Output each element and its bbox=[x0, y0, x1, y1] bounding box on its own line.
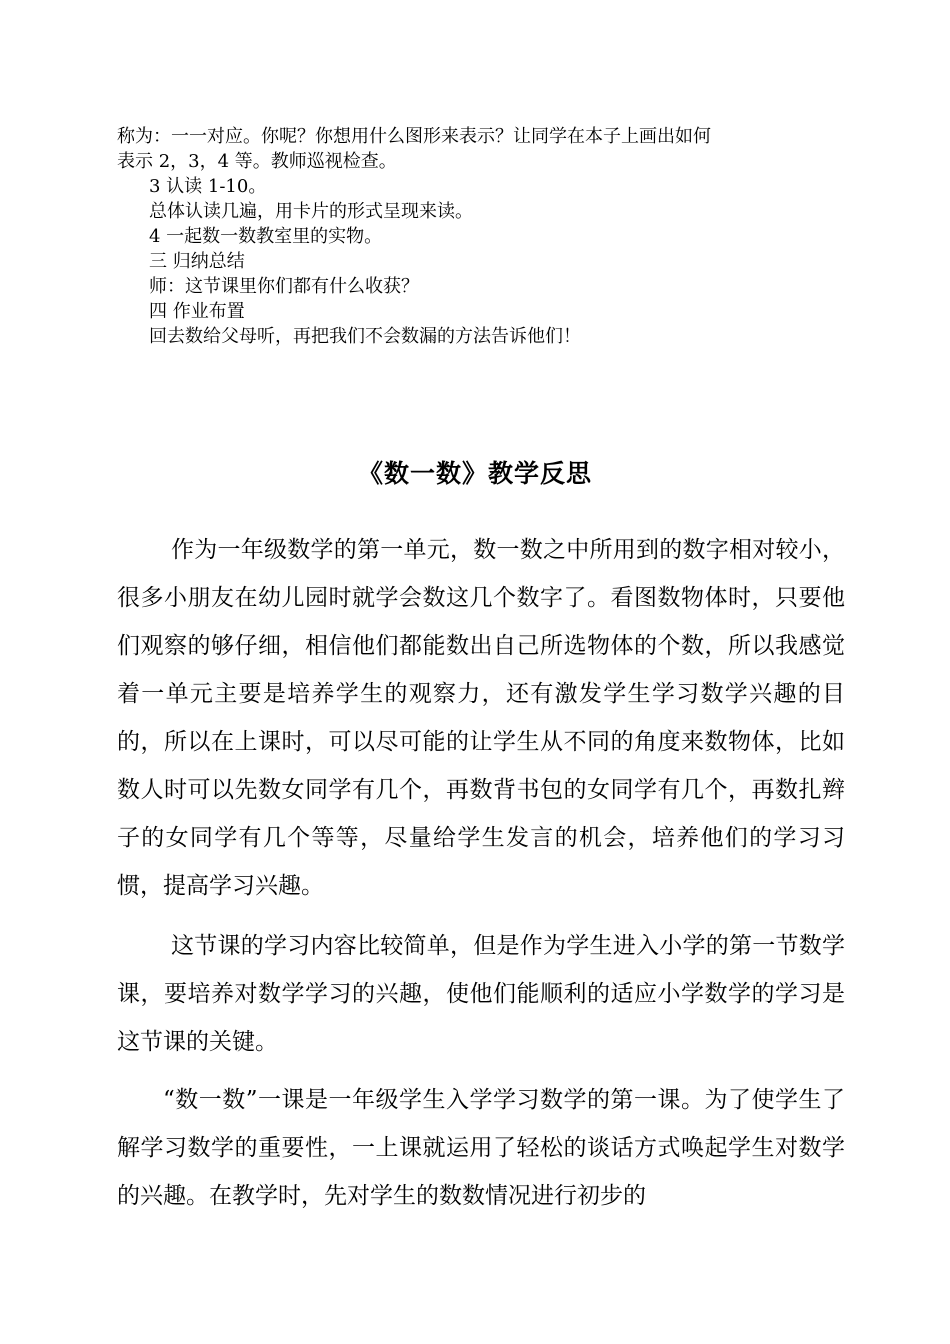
section-heading: 三 归纳总结 bbox=[149, 251, 245, 272]
paragraph: 这节课的学习内容比较简单，但是作为学生进入小学的第一节数学课，要培养对数学学习的兴趣，使他们能顺利的适应小学数学的学习是这节课的关键。 bbox=[117, 933, 845, 1055]
text-line: 称为：一一对应。你呢？你想用什么图形来表示？让同学在本子上画出如何 bbox=[117, 126, 711, 147]
text-line: 回去数给父母听，再把我们不会数漏的方法告诉他们！ bbox=[149, 326, 581, 347]
step-heading: 4 一起数一数教室里的实物。 bbox=[149, 226, 383, 247]
text-line: 表示 2，3，4 等。教师巡视检查。 bbox=[117, 151, 397, 172]
text-line: 师：这节课里你们都有什么收获？ bbox=[149, 276, 419, 297]
lesson-plan-section bbox=[117, 124, 842, 349]
section-heading: 四 作业布置 bbox=[149, 301, 245, 322]
paragraph: 作为一年级数学的第一单元，数一数之中所用到的数字相对较小，很多小朋友在幼儿园时就学会数这几个数字了。看图数物体时，只要他们观察的够仔细，相信他们都能数出自己所选物体的个数，所以我感觉着一单元主要是培养学生的观察力，还有激发学生学习数学兴趣的目的，所以在上课时，可以尽可能的让学生从不同的角度来数物体，比如数人时可以先数女同学有几个，再数背书包的女同学有几个，再数扎辫子的女同学有几个等等，尽量给学生发言的机会，培养他们的学习习惯，提高学习兴趣。 bbox=[117, 537, 845, 899]
reflection-title: 《数一数》教学反思 bbox=[357, 459, 592, 488]
paragraph: “数一数”一课是一年级学生入学学习数学的第一课。为了使学生了解学习数学的重要性，一上课就运用了轻松的谈话方式唤起学生对数学的兴趣。在教学时，先对学生的数数情况进行初步的 bbox=[117, 1087, 845, 1209]
step-heading: 3 认读 1-10。 bbox=[149, 176, 267, 197]
text-line: 总体认读几遍，用卡片的形式呈现来读。 bbox=[149, 201, 473, 222]
reflection-body bbox=[117, 526, 845, 1220]
